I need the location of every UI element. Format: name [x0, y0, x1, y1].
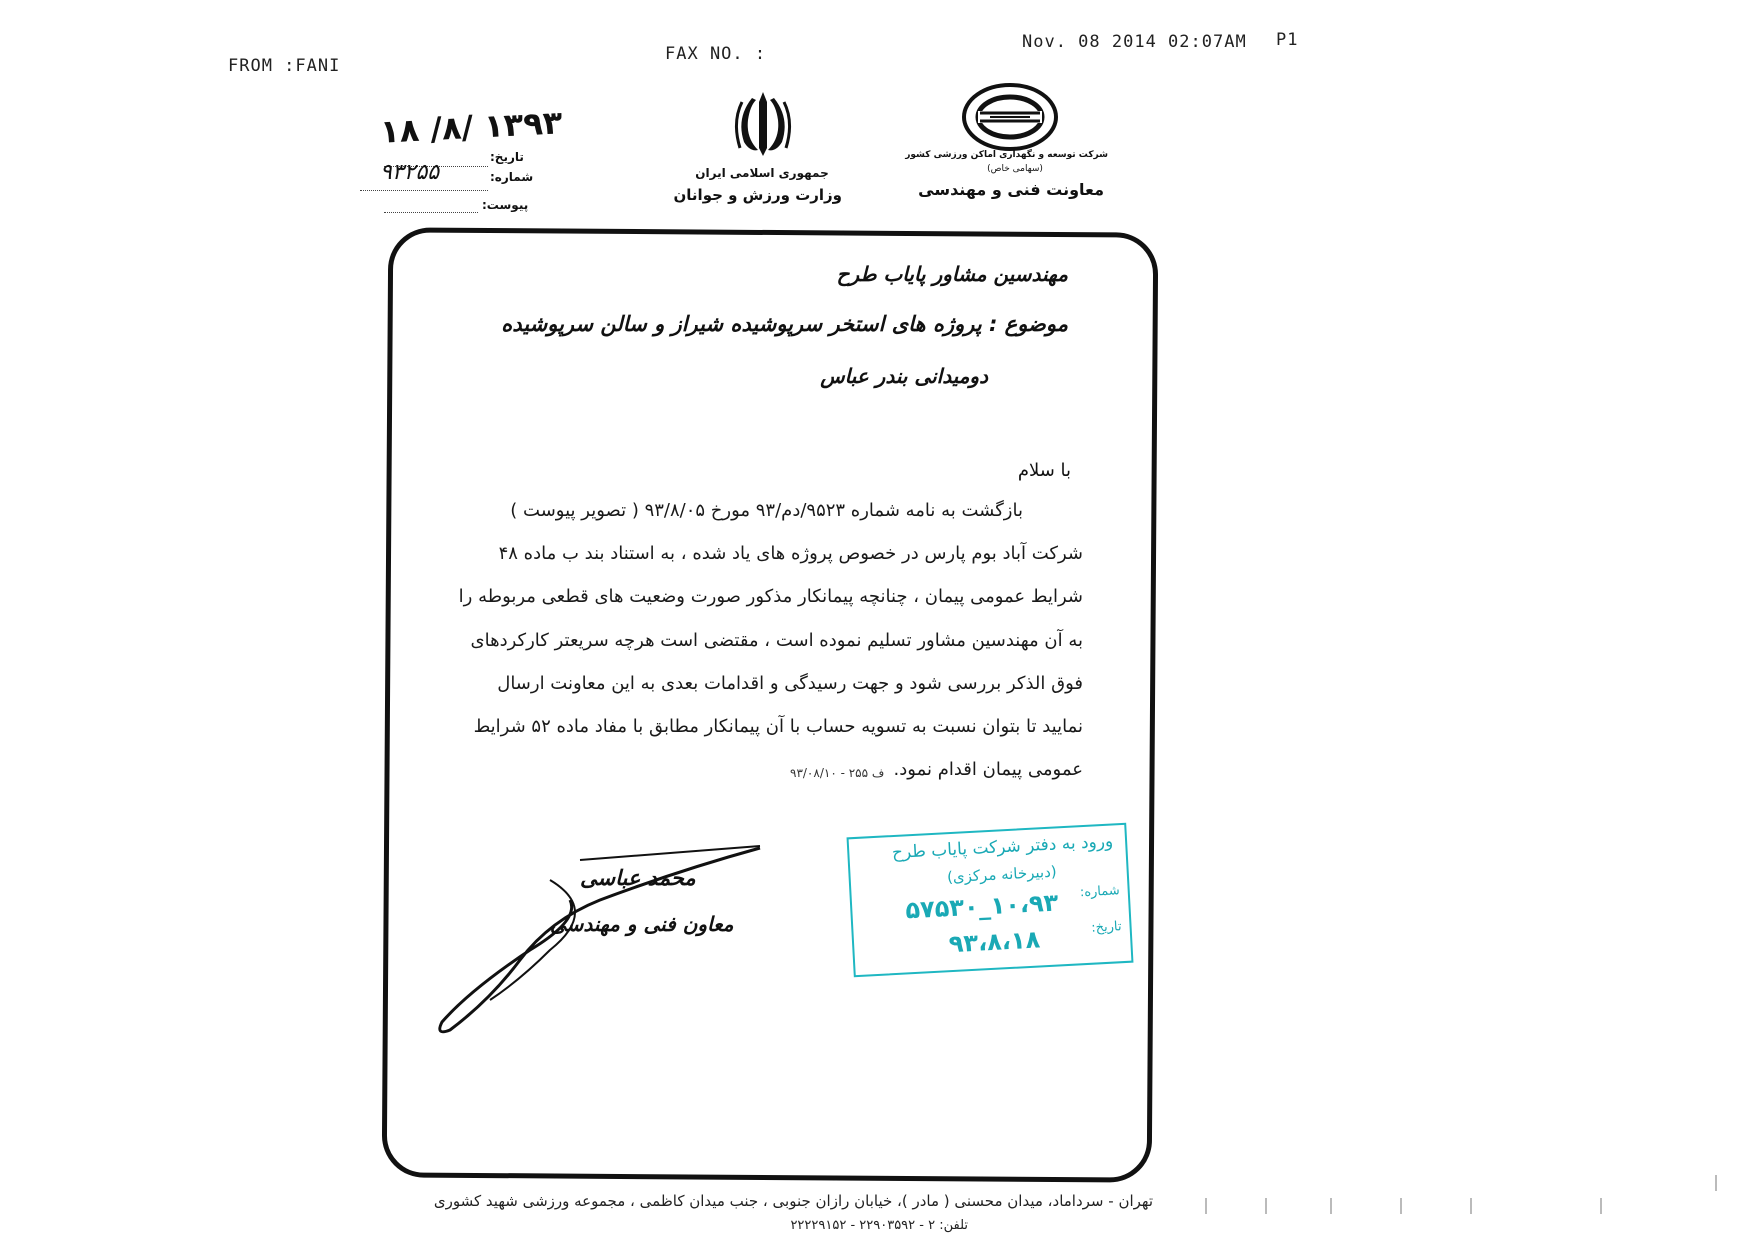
subject-line-2: دومیدانی بندر عباس: [820, 364, 988, 388]
letter-body: [433, 500, 1083, 800]
stamp-title: ورود به دفتر شرکت پایاب طرح: [891, 831, 1114, 864]
fax-number: FAX NO. :: [665, 44, 767, 64]
number-label: شماره:: [490, 170, 534, 184]
greeting: با سلام: [1017, 460, 1071, 481]
iran-emblem-icon: [728, 88, 798, 160]
file-reference: ف ۲۵۵ - ۹۳/۰۸/۱۰: [790, 766, 885, 780]
fax-page: P1: [1276, 30, 1299, 50]
body-line: شرکت آباد بوم پارس در خصوص پروژه های یاد شده ، به استناد بند ب ماده ۴۸: [498, 543, 1083, 564]
signature-scribble: [430, 840, 770, 1040]
scan-mark: [1470, 1198, 1472, 1214]
stamp-subtitle: (دبیرخانه مرکزی): [946, 862, 1058, 887]
fax-datetime: Nov. 08 2014 02:07AM: [1022, 32, 1247, 52]
receipt-stamp: [847, 823, 1134, 977]
scan-mark: [1600, 1198, 1602, 1214]
number-dots: [360, 190, 488, 191]
body-line: عمومی پیمان اقدام نمود.: [893, 759, 1083, 780]
body-line: نمایید تا بتوان نسبت به تسویه حساب با آن پیمانکار مطابق با مفاد ماده ۵۲ شرایط: [473, 716, 1083, 737]
handwritten-number: ۹۳۲۵۵: [380, 160, 440, 185]
attachment-dots: [384, 212, 478, 213]
scan-mark: [1265, 1198, 1267, 1214]
ministry-name: وزارت ورزش و جوانان: [673, 186, 842, 204]
body-line: فوق الذکر بررسی شود و جهت رسیدگی و اقدامات بعدی به این معاونت ارسال: [497, 673, 1083, 694]
stamp-number: ۱۰،۹۳_۵۷۵۳۰: [904, 888, 1059, 925]
scan-mark: [1205, 1198, 1207, 1214]
stamp-date-label: تاریخ:: [1090, 919, 1122, 936]
subject-line-1: موضوع : پروژه های استخر سرپوشیده شیراز و سالن سرپوشیده: [501, 312, 1068, 336]
footer-phone: تلفن: ۲ - ۲۲۹۰۳۵۹۲ - ۲۲۲۲۹۱۵۲: [790, 1218, 968, 1233]
company-logo: [960, 82, 1060, 152]
fax-from: FROM :FANI: [228, 56, 341, 76]
attachment-label: پیوست:: [482, 198, 529, 212]
handwritten-date: ۱۳۹۳ /۸/ ۱۸: [379, 103, 564, 151]
footer-address: تهران - سرداماد، میدان محسنی ( مادر )، خیابان رازان جنوبی ، جنب میدان کاظمی ، مجموعه ورزشی شهید کشوری: [433, 1192, 1153, 1210]
signer-title: معاون فنی و مهندسی: [550, 912, 734, 936]
stamp-date: ۹۳،۸،۱۸: [948, 925, 1041, 959]
company-name: شرکت توسعه و نگهداری اماکن ورزشی کشور: [905, 150, 1108, 160]
republic-name: جمهوری اسلامی ایران: [695, 166, 829, 180]
date-label: تاریخ:: [490, 150, 524, 164]
deputy-name: معاونت فنی و مهندسی: [918, 180, 1104, 199]
signer-name: محمد عباسی: [580, 866, 696, 890]
scan-mark: [1715, 1175, 1717, 1191]
body-line: شرایط عمومی پیمان ، چنانچه پیمانکار مذکور صورت وضعیت های قطعی مربوطه را: [458, 586, 1083, 607]
recipient: مهندسین مشاور پایاب طرح: [836, 262, 1068, 286]
body-line: بازگشت به نامه شماره ۹۵۲۳/دم/۹۳ مورخ ۹۳/۸/۰۵ ( تصویر پیوست ): [510, 500, 1023, 521]
company-type: (سهامی خاص): [987, 164, 1043, 174]
scan-mark: [1330, 1198, 1332, 1214]
stamp-number-label: شماره:: [1079, 883, 1121, 901]
body-line: به آن مهندسین مشاور تسلیم نموده است ، مقتضی است هرچه سریعتر کارکردهای: [470, 630, 1083, 651]
scan-mark: [1400, 1198, 1402, 1214]
